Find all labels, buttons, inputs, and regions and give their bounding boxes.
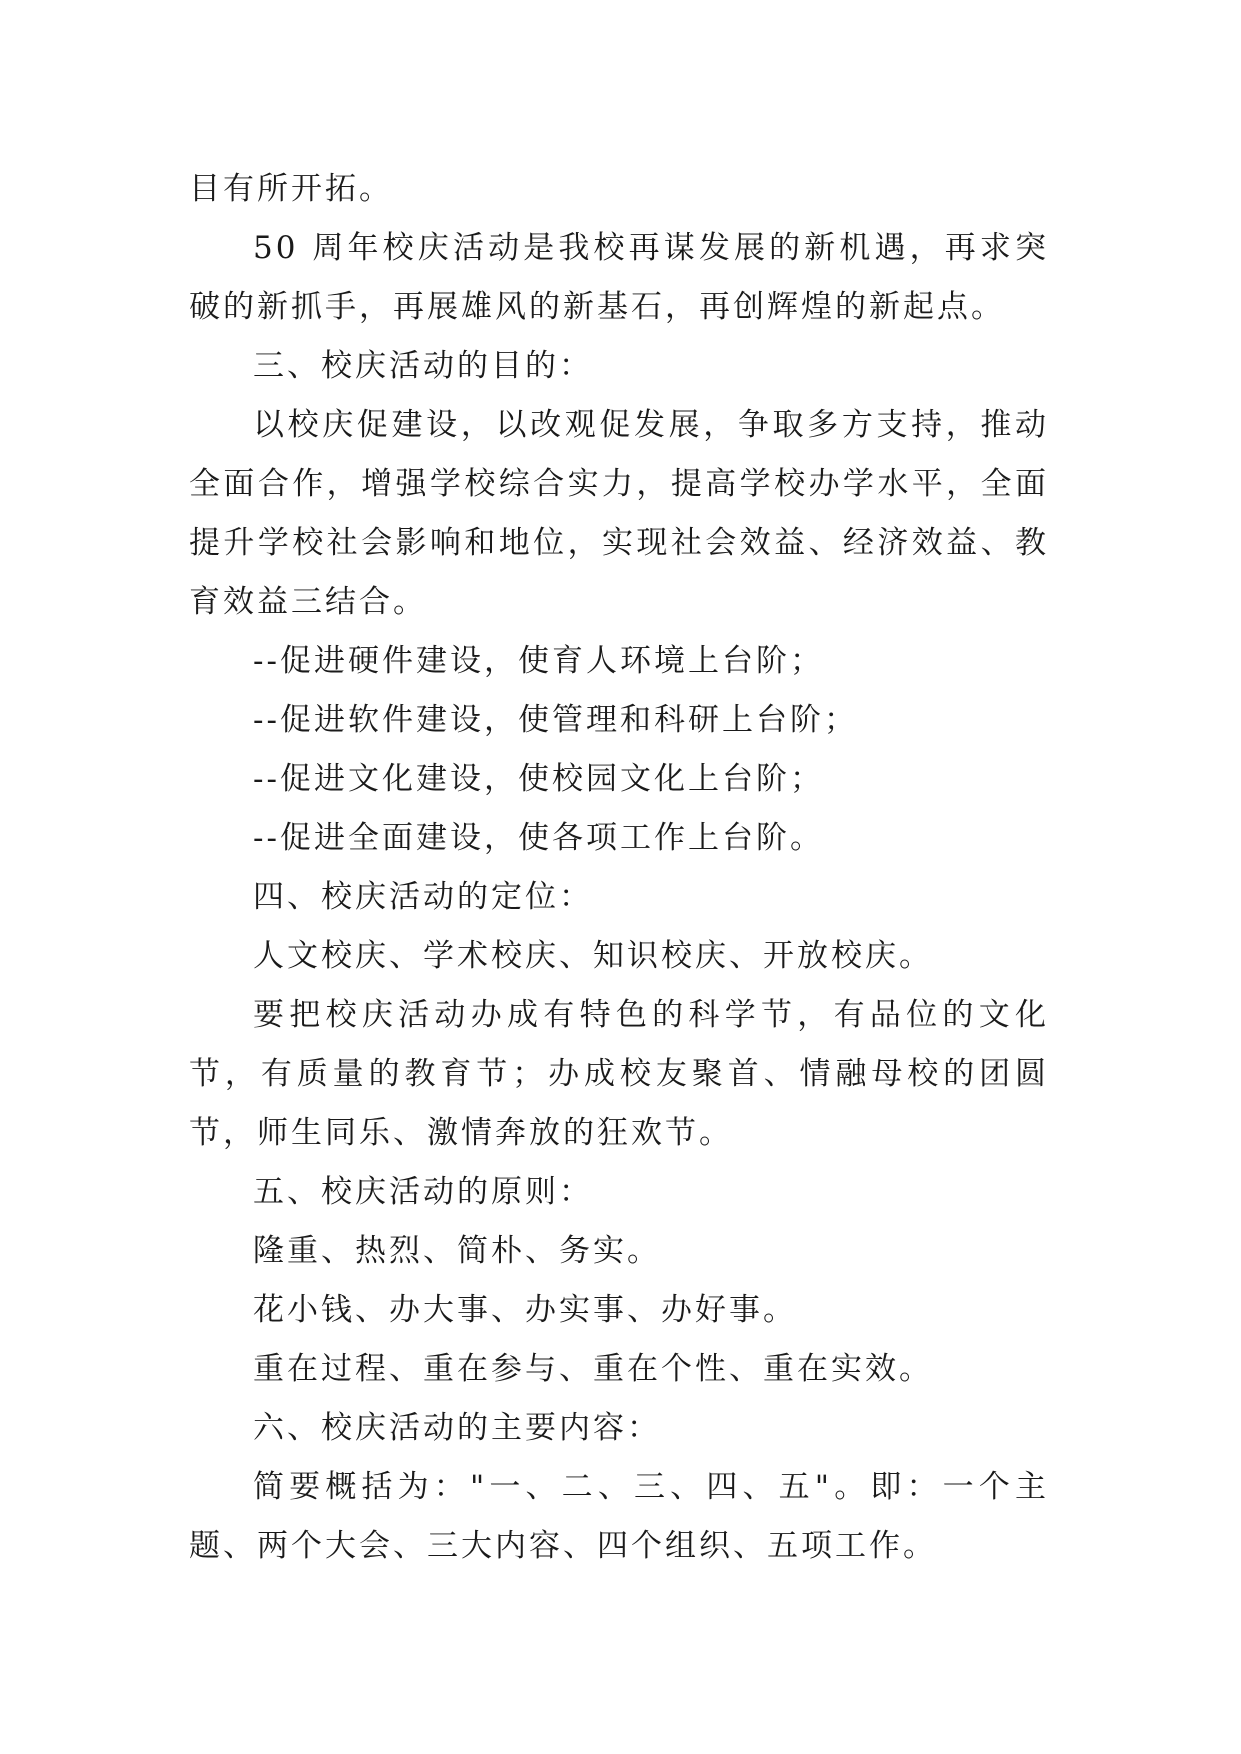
section-heading-main-content: 六、校庆活动的主要内容：	[253, 1410, 661, 1446]
principle-line-3: 重在过程、重在参与、重在个性、重在实效。	[253, 1351, 933, 1387]
paragraph-summary: 简要概括为："一、二、三、四、五"。即：一个主题、两个大会、三大内容、四个组织、五项工作。	[189, 1469, 1049, 1564]
section-heading-positioning: 四、校庆活动的定位：	[253, 879, 593, 915]
paragraph-festival: 要把校庆活动办成有特色的科学节，有品位的文化节，有质量的教育节；办成校友聚首、情融母校的团圆节，师生同乐、激情奔放的狂欢节。	[189, 997, 1049, 1151]
list-item-overall: --促进全面建设，使各项工作上台阶。	[253, 820, 824, 856]
section-heading-principles: 五、校庆活动的原则：	[253, 1174, 593, 1210]
paragraph-anniversary-opportunity: 50 周年校庆活动是我校再谋发展的新机遇，再求突破的新抓手，再展雄风的新基石，再创辉煌的新起点。	[189, 230, 1049, 325]
principle-line-2: 花小钱、办大事、办实事、办好事。	[253, 1292, 797, 1328]
section-heading-purpose: 三、校庆活动的目的：	[253, 348, 593, 384]
list-item-hardware: --促进硬件建设，使育人环境上台阶；	[253, 643, 824, 679]
paragraph-purpose: 以校庆促建设，以改观促发展，争取多方支持，推动全面合作，增强学校综合实力，提高学校办学水平，全面提升学校社会影响和地位，实现社会效益、经济效益、教育效益三结合。	[189, 407, 1049, 620]
paragraph-positioning: 人文校庆、学术校庆、知识校庆、开放校庆。	[253, 938, 933, 974]
list-item-software: --促进软件建设，使管理和科研上台阶；	[253, 702, 858, 738]
list-item-culture: --促进文化建设，使校园文化上台阶；	[253, 761, 824, 797]
paragraph-continuation: 目有所开拓。	[189, 171, 393, 207]
principle-line-1: 隆重、热烈、简朴、务实。	[253, 1233, 661, 1269]
document-page	[189, 160, 1049, 1576]
